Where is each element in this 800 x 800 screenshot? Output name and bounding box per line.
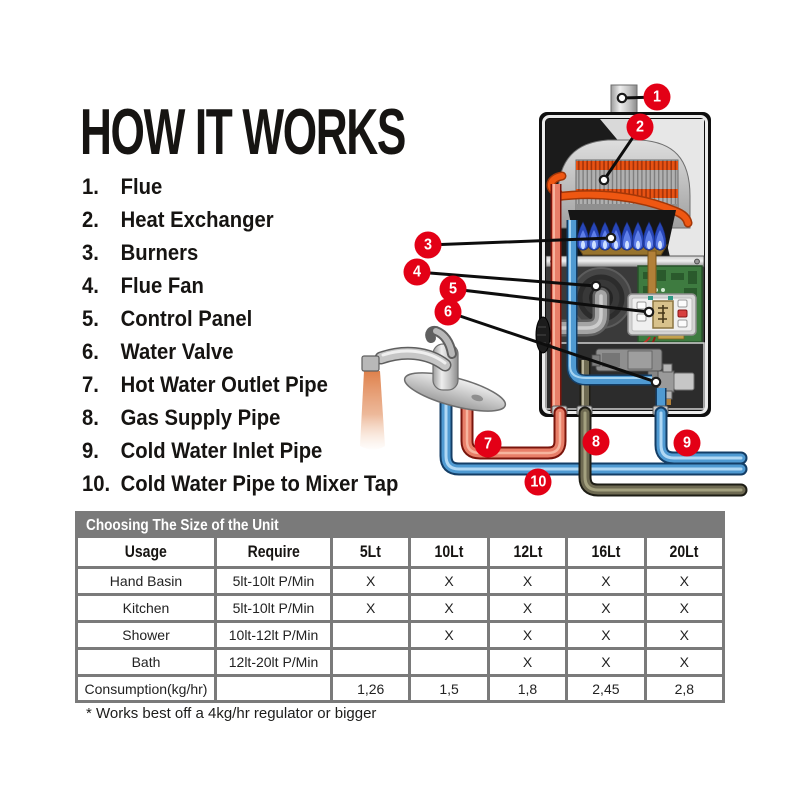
header-label: Require [247, 542, 300, 561]
control-panel [628, 294, 696, 335]
table-cell: X [490, 569, 565, 593]
part-number: 8. [82, 404, 99, 430]
parts-list [82, 170, 426, 500]
cold-water-inlet-pipe [661, 413, 741, 458]
table-title: Choosing The Size of the Unit [86, 517, 279, 534]
part-label: Burners [120, 239, 199, 265]
table-cell: X [490, 596, 565, 620]
column-header [78, 538, 214, 566]
row-label: Hand Basin [78, 569, 214, 593]
parts-list-item-9 [82, 434, 398, 467]
part-label: Gas Supply Pipe [120, 404, 281, 430]
parts-list-item-10 [82, 467, 398, 500]
gas-pipe-internal [583, 360, 585, 413]
table-cell: X [333, 569, 408, 593]
parts-list-item-3 [82, 236, 398, 269]
table-cell: 5lt-10lt P/Min [217, 569, 330, 593]
part-number: 4. [82, 272, 99, 298]
table-cell [333, 650, 408, 674]
part-number: 5. [82, 305, 99, 331]
column-header [647, 538, 722, 566]
sizing-table [75, 511, 725, 703]
table-cell: 1,5 [411, 677, 486, 700]
callout-number: 9 [682, 434, 692, 452]
parts-list-item-8 [82, 401, 398, 434]
callout-number: 8 [591, 433, 601, 451]
callout-number: 3 [423, 236, 433, 254]
parts-list-item-7 [82, 368, 398, 401]
part-label: Cold Water Inlet Pipe [120, 437, 323, 463]
header-label: 12Lt [513, 542, 542, 561]
parts-list-item-1 [82, 170, 398, 203]
header-label: 10Lt [434, 542, 464, 561]
sizing-grid [78, 538, 722, 700]
table-cell: X [490, 650, 565, 674]
part-number: 7. [82, 371, 99, 397]
part-label: Flue [120, 173, 163, 199]
hot-pipe-internal [554, 184, 556, 413]
table-cell: X [568, 650, 643, 674]
row-label: Kitchen [78, 596, 214, 620]
callout-number: 7 [483, 435, 493, 453]
table-cell [333, 623, 408, 647]
table-cell: X [568, 569, 643, 593]
table-cell: X [647, 623, 722, 647]
part-number: 6. [82, 338, 99, 364]
part-label: Control Panel [120, 305, 253, 331]
parts-list-item-6 [82, 335, 398, 368]
row-label: Bath [78, 650, 214, 674]
table-cell: 1,8 [490, 677, 565, 700]
column-header [568, 538, 643, 566]
column-header [411, 538, 486, 566]
table-cell: X [568, 596, 643, 620]
red-button [678, 310, 687, 317]
parts-list-item-4 [82, 269, 398, 302]
part-number: 1. [82, 173, 99, 199]
table-cell [217, 677, 330, 700]
parts-list-item-5 [82, 302, 398, 335]
header-label: 5Lt [360, 542, 382, 561]
table-cell: 1,26 [333, 677, 408, 700]
column-header [217, 538, 330, 566]
table-cell [411, 650, 486, 674]
row-label: Consumption(kg/hr) [78, 677, 214, 700]
parts-list-item-2 [82, 203, 398, 236]
table-cell: X [647, 569, 722, 593]
callout-number: 10 [529, 473, 547, 491]
page-title: HOW IT WORKS [80, 95, 405, 168]
part-number: 9. [82, 437, 99, 463]
callout-number: 4 [412, 263, 422, 281]
part-label: Flue Fan [120, 272, 204, 298]
part-label: Cold Water Pipe to Mixer Tap [120, 470, 399, 496]
burners [568, 210, 676, 256]
callout-number: 5 [448, 280, 458, 298]
table-cell: 10lt-12lt P/Min [217, 623, 330, 647]
footnote: * Works best off a 4kg/hr regulator or bigger [86, 705, 377, 722]
table-title-bar [78, 514, 722, 538]
table-cell: X [490, 623, 565, 647]
table-cell: X [411, 569, 486, 593]
row-label: Shower [78, 623, 214, 647]
part-label: Hot Water Outlet Pipe [120, 371, 328, 397]
part-number: 3. [82, 239, 99, 265]
column-header [490, 538, 565, 566]
table-cell: X [333, 596, 408, 620]
header-label: 20Lt [669, 542, 699, 561]
table-cell: X [411, 596, 486, 620]
column-header [333, 538, 408, 566]
header-label: 16Lt [591, 542, 621, 561]
part-number: 2. [82, 206, 99, 232]
table-cell: 2,45 [568, 677, 643, 700]
header-label: Usage [124, 542, 168, 561]
table-cell: 2,8 [647, 677, 722, 700]
table-cell: X [568, 623, 643, 647]
part-label: Heat Exchanger [120, 206, 274, 232]
callout-number: 6 [443, 303, 453, 321]
side-knob [536, 317, 550, 353]
table-cell: 5lt-10lt P/Min [217, 596, 330, 620]
table-cell: X [647, 650, 722, 674]
table-cell: X [647, 596, 722, 620]
part-label: Water Valve [120, 338, 234, 364]
callout-number: 1 [652, 88, 662, 106]
part-number: 10. [82, 470, 111, 496]
table-cell: 12lt-20lt P/Min [217, 650, 330, 674]
table-cell: X [411, 623, 486, 647]
callout-number: 2 [635, 118, 645, 136]
